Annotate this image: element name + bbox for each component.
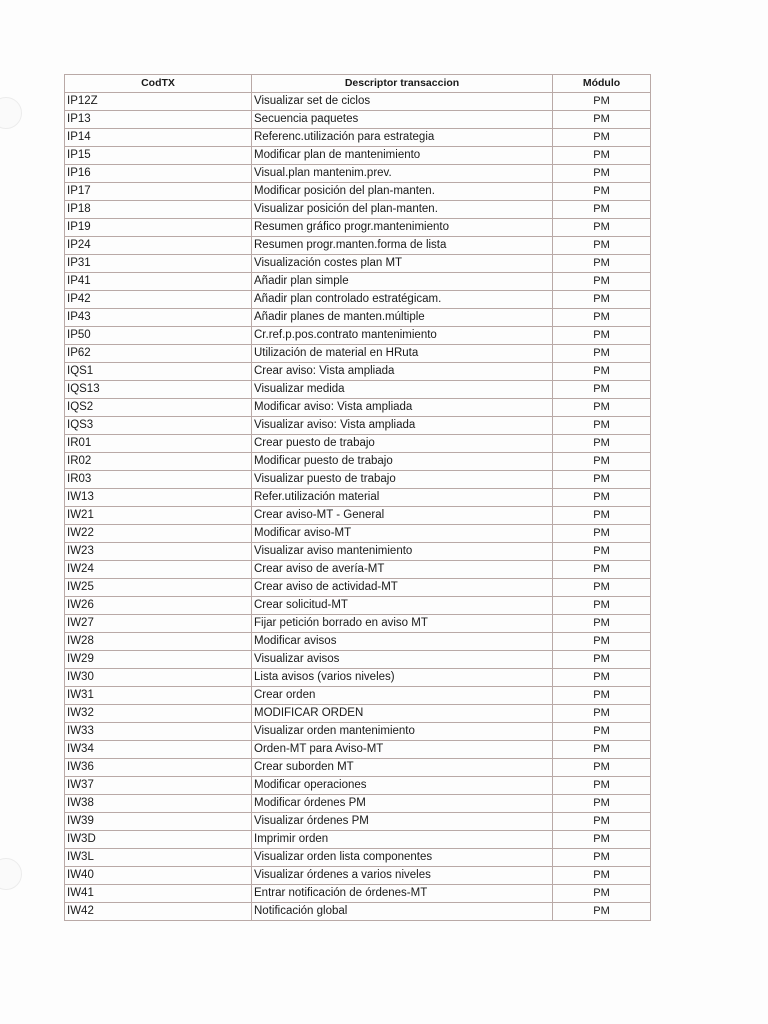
table-body [65, 93, 651, 921]
cell-description: Utilización de material en HRuta [252, 345, 553, 363]
cell-module: PM [553, 723, 651, 741]
cell-description: Visualizar medida [252, 381, 553, 399]
cell-module: PM [553, 183, 651, 201]
cell-description: Secuencia paquetes [252, 111, 553, 129]
cell-code: IW32 [65, 705, 252, 723]
transaction-table [64, 74, 651, 921]
cell-description: Visualizar avisos [252, 651, 553, 669]
cell-description: Crear aviso de avería-MT [252, 561, 553, 579]
cell-module: PM [553, 381, 651, 399]
table-row [65, 93, 651, 111]
table-row [65, 183, 651, 201]
cell-code: IW23 [65, 543, 252, 561]
cell-code: IP14 [65, 129, 252, 147]
table-row [65, 399, 651, 417]
cell-module: PM [553, 363, 651, 381]
cell-code: IW24 [65, 561, 252, 579]
table-row [65, 831, 651, 849]
cell-code: IW22 [65, 525, 252, 543]
cell-description: Resumen progr.manten.forma de lista [252, 237, 553, 255]
table-row [65, 291, 651, 309]
table-row [65, 813, 651, 831]
cell-code: IP12Z [65, 93, 252, 111]
cell-code: IQS3 [65, 417, 252, 435]
cell-code: IP16 [65, 165, 252, 183]
table-row [65, 633, 651, 651]
cell-description: Lista avisos (varios niveles) [252, 669, 553, 687]
cell-module: PM [553, 237, 651, 255]
cell-description: Visualizar orden lista componentes [252, 849, 553, 867]
cell-code: IW42 [65, 903, 252, 921]
table-row [65, 543, 651, 561]
table-row [65, 561, 651, 579]
table-row [65, 669, 651, 687]
cell-description: Visualizar orden mantenimiento [252, 723, 553, 741]
cell-module: PM [553, 147, 651, 165]
cell-code: IW25 [65, 579, 252, 597]
table-row [65, 777, 651, 795]
table-row [65, 273, 651, 291]
cell-code: IQS13 [65, 381, 252, 399]
cell-module: PM [553, 399, 651, 417]
table-row [65, 165, 651, 183]
cell-module: PM [553, 201, 651, 219]
cell-code: IW34 [65, 741, 252, 759]
table-row [65, 795, 651, 813]
cell-description: MODIFICAR ORDEN [252, 705, 553, 723]
cell-module: PM [553, 705, 651, 723]
cell-module: PM [553, 165, 651, 183]
cell-code: IW28 [65, 633, 252, 651]
cell-code: IP31 [65, 255, 252, 273]
table-row [65, 579, 651, 597]
cell-module: PM [553, 795, 651, 813]
cell-code: IW26 [65, 597, 252, 615]
cell-description: Resumen gráfico progr.mantenimiento [252, 219, 553, 237]
cell-module: PM [553, 903, 651, 921]
cell-description: Visualizar aviso: Vista ampliada [252, 417, 553, 435]
cell-description: Visualizar órdenes a varios niveles [252, 867, 553, 885]
cell-module: PM [553, 525, 651, 543]
cell-module: PM [553, 741, 651, 759]
cell-code: IP50 [65, 327, 252, 345]
table-row [65, 129, 651, 147]
cell-code: IW29 [65, 651, 252, 669]
cell-description: Entrar notificación de órdenes-MT [252, 885, 553, 903]
cell-description: Crear aviso de actividad-MT [252, 579, 553, 597]
cell-code: IW31 [65, 687, 252, 705]
cell-description: Visualizar puesto de trabajo [252, 471, 553, 489]
table-row [65, 507, 651, 525]
cell-code: IW36 [65, 759, 252, 777]
cell-code: IQS2 [65, 399, 252, 417]
cell-module: PM [553, 633, 651, 651]
table-row [65, 903, 651, 921]
table-row [65, 363, 651, 381]
table-row [65, 381, 651, 399]
cell-module: PM [553, 219, 651, 237]
cell-module: PM [553, 885, 651, 903]
cell-code: IP43 [65, 309, 252, 327]
header-module: Módulo [553, 75, 651, 93]
table-row [65, 219, 651, 237]
table-row [65, 705, 651, 723]
cell-description: Crear suborden MT [252, 759, 553, 777]
cell-code: IP24 [65, 237, 252, 255]
cell-description: Crear puesto de trabajo [252, 435, 553, 453]
cell-description: Modificar aviso: Vista ampliada [252, 399, 553, 417]
table-row [65, 867, 651, 885]
cell-code: IR01 [65, 435, 252, 453]
cell-description: Modificar plan de mantenimiento [252, 147, 553, 165]
cell-code: IW37 [65, 777, 252, 795]
table-row [65, 435, 651, 453]
cell-code: IW40 [65, 867, 252, 885]
cell-description: Crear orden [252, 687, 553, 705]
header-row [65, 75, 651, 93]
cell-module: PM [553, 471, 651, 489]
table-row [65, 237, 651, 255]
cell-module: PM [553, 777, 651, 795]
cell-code: IW3L [65, 849, 252, 867]
cell-module: PM [553, 129, 651, 147]
cell-module: PM [553, 597, 651, 615]
punch-hole-mark [0, 858, 22, 890]
table-row [65, 885, 651, 903]
header-description: Descriptor transaccion [252, 75, 553, 93]
table-row [65, 723, 651, 741]
cell-description: Visual.plan mantenim.prev. [252, 165, 553, 183]
cell-description: Añadir plan controlado estratégicam. [252, 291, 553, 309]
cell-module: PM [553, 543, 651, 561]
table-row [65, 849, 651, 867]
table-row [65, 255, 651, 273]
cell-code: IP62 [65, 345, 252, 363]
cell-code: IP17 [65, 183, 252, 201]
cell-code: IP42 [65, 291, 252, 309]
cell-description: Visualizar aviso mantenimiento [252, 543, 553, 561]
cell-module: PM [553, 849, 651, 867]
cell-module: PM [553, 489, 651, 507]
cell-description: Visualización costes plan MT [252, 255, 553, 273]
cell-module: PM [553, 93, 651, 111]
cell-description: Fijar petición borrado en aviso MT [252, 615, 553, 633]
cell-module: PM [553, 831, 651, 849]
table-row [65, 759, 651, 777]
cell-module: PM [553, 291, 651, 309]
table-row [65, 111, 651, 129]
cell-module: PM [553, 867, 651, 885]
cell-description: Visualizar posición del plan-manten. [252, 201, 553, 219]
cell-code: IR02 [65, 453, 252, 471]
cell-code: IQS1 [65, 363, 252, 381]
cell-description: Notificación global [252, 903, 553, 921]
header-code: CodTX [65, 75, 252, 93]
cell-description: Referenc.utilización para estrategia [252, 129, 553, 147]
cell-module: PM [553, 561, 651, 579]
cell-module: PM [553, 759, 651, 777]
cell-module: PM [553, 687, 651, 705]
table-row [65, 345, 651, 363]
cell-description: Visualizar set de ciclos [252, 93, 553, 111]
cell-description: Modificar avisos [252, 633, 553, 651]
cell-code: IW41 [65, 885, 252, 903]
table-row [65, 741, 651, 759]
cell-description: Crear solicitud-MT [252, 597, 553, 615]
cell-code: IW21 [65, 507, 252, 525]
cell-module: PM [553, 813, 651, 831]
cell-module: PM [553, 669, 651, 687]
table-row [65, 651, 651, 669]
cell-code: IP18 [65, 201, 252, 219]
cell-code: IW27 [65, 615, 252, 633]
cell-module: PM [553, 255, 651, 273]
cell-code: IW38 [65, 795, 252, 813]
cell-description: Modificar aviso-MT [252, 525, 553, 543]
cell-description: Refer.utilización material [252, 489, 553, 507]
cell-description: Orden-MT para Aviso-MT [252, 741, 553, 759]
table-row [65, 525, 651, 543]
cell-description: Cr.ref.p.pos.contrato mantenimiento [252, 327, 553, 345]
cell-code: IR03 [65, 471, 252, 489]
cell-module: PM [553, 417, 651, 435]
cell-module: PM [553, 345, 651, 363]
cell-module: PM [553, 651, 651, 669]
table-row [65, 471, 651, 489]
cell-description: Imprimir orden [252, 831, 553, 849]
cell-description: Visualizar órdenes PM [252, 813, 553, 831]
cell-module: PM [553, 309, 651, 327]
cell-code: IW3D [65, 831, 252, 849]
cell-code: IP41 [65, 273, 252, 291]
cell-module: PM [553, 111, 651, 129]
cell-module: PM [553, 273, 651, 291]
table-header [65, 75, 651, 93]
table-row [65, 417, 651, 435]
cell-code: IP15 [65, 147, 252, 165]
cell-description: Crear aviso: Vista ampliada [252, 363, 553, 381]
table-row [65, 489, 651, 507]
cell-module: PM [553, 615, 651, 633]
cell-code: IW39 [65, 813, 252, 831]
cell-code: IP13 [65, 111, 252, 129]
cell-description: Modificar posición del plan-manten. [252, 183, 553, 201]
cell-code: IP19 [65, 219, 252, 237]
table-row [65, 453, 651, 471]
cell-description: Modificar operaciones [252, 777, 553, 795]
table-row [65, 597, 651, 615]
table-row [65, 201, 651, 219]
table-row [65, 687, 651, 705]
cell-description: Crear aviso-MT - General [252, 507, 553, 525]
cell-code: IW13 [65, 489, 252, 507]
cell-description: Añadir planes de manten.múltiple [252, 309, 553, 327]
cell-module: PM [553, 453, 651, 471]
cell-description: Añadir plan simple [252, 273, 553, 291]
cell-module: PM [553, 579, 651, 597]
cell-description: Modificar órdenes PM [252, 795, 553, 813]
table-row [65, 147, 651, 165]
punch-hole-mark [0, 97, 22, 129]
cell-module: PM [553, 507, 651, 525]
table-row [65, 309, 651, 327]
cell-code: IW33 [65, 723, 252, 741]
table-row [65, 615, 651, 633]
cell-code: IW30 [65, 669, 252, 687]
cell-description: Modificar puesto de trabajo [252, 453, 553, 471]
table-row [65, 327, 651, 345]
cell-module: PM [553, 435, 651, 453]
cell-module: PM [553, 327, 651, 345]
